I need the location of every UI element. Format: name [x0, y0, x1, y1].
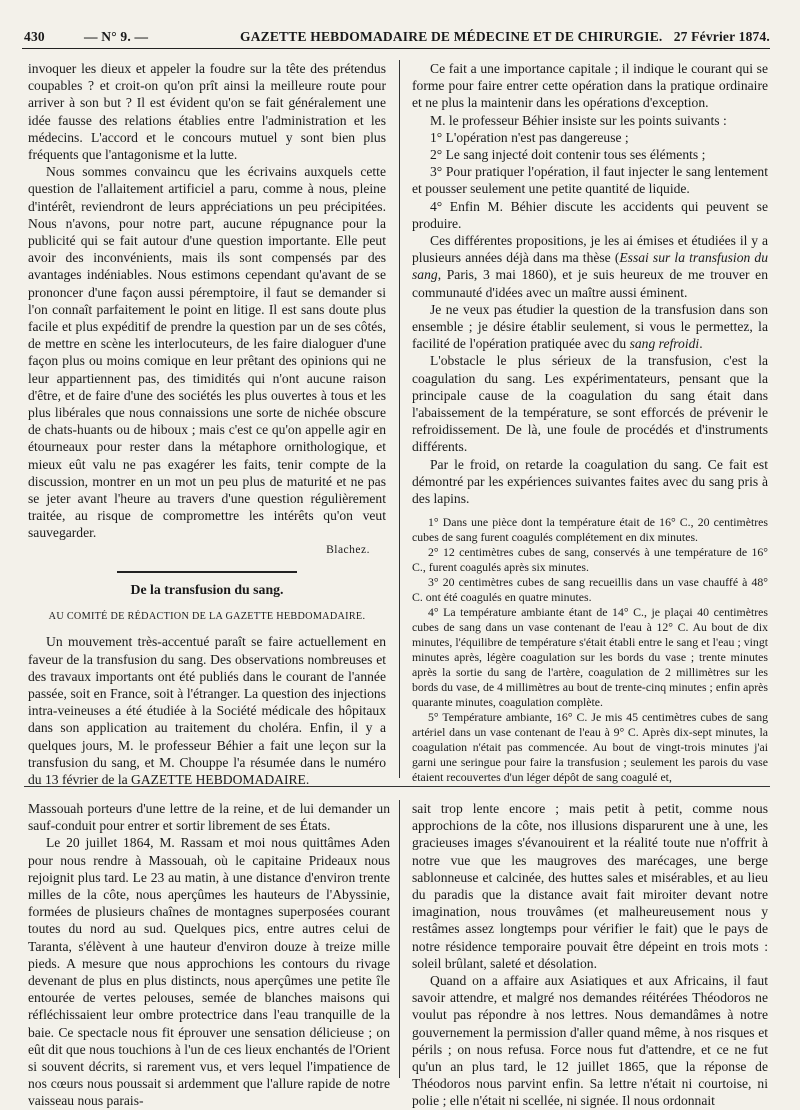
column-divider	[399, 60, 400, 778]
experiment-item: 2° 12 centimètres cubes de sang, conservés à une température de 16° C., furent coagulés après six minutes.	[412, 545, 768, 575]
paragraph: L'obstacle le plus sérieux de la transfusion, c'est la coagulation du sang. Les expérimentateurs, pensant que la principale cause de la coagulation du sang était dans l'abaissement de la température, se sont efforcés de prévenir le refroidissement. De là, une foule de procédés et d'instruments différents.	[412, 353, 768, 455]
column-left-bottom	[28, 800, 390, 1110]
issue-date: 27 Février 1874.	[673, 29, 770, 44]
list-item: 1° L'opération n'est pas dangereuse ;	[430, 129, 629, 145]
section-title: De la transfusion du sang.	[130, 581, 284, 597]
paragraph: sait trop lente encore ; mais petit à petit, comme nous approchions de la côte, nos illusions disparurent une à une, les gracieuses images s'évanouirent et la réalité toute nue n'offrit à notre vue que les maugroves des marécages, une berge sablonneuse et calcinée, des huttes sales et misérables, et au lieu du paradis que la distance avait fait miroiter devant notre imagination, nous trouvâmes (et malheureusement nous y restâmes assez longtemps pour vérifier le fait) que le pays de notre résidence temporaire pouvait être dépeint en trois mots : soleil brûlant, saleté et désolation.	[412, 801, 768, 971]
list-item: 3° Pour pratiquer l'opération, il faut injecter le sang lentement et pousser seulement une petite quantité de liquide.	[412, 164, 768, 197]
paragraph: Ces différentes propositions, je les ai émises et étudiées il y a plusieurs années déjà dans ma thèse (Essai sur la transfusion du sang, Paris, 3 mai 1860), et je suis heureux de me trouver en communauté d'idées avec un maître aussi éminent.	[412, 233, 768, 300]
paragraph: Massouah porteurs d'une lettre de la reine, et de lui demander un sauf-conduit pour entrer et sortir librement de ses États.	[28, 801, 390, 834]
column-divider	[399, 800, 400, 1078]
column-left-top	[28, 60, 386, 788]
section-subtitle: AU COMITÉ DE RÉDACTION DE LA GAZETTE HEBDOMADAIRE.	[48, 611, 366, 623]
paragraph: Par le froid, on retarde la coagulation du sang. Ce fait est démontré par les expériences suivantes faites avec du sang pris à des lapins.	[412, 456, 768, 507]
paragraph: Nous sommes convaincu que les écrivains auxquels cette question de l'allaitement artificiel a paru, comme à nous, pleine d'intérêt, reviendront de leurs appréciations un peu précipitées. Nous n'avons, pour notre part, aucune répugnance pour la publicité qui se fait autour d'une question importante. Elle peut avoir des inconvénients, mais ils sont compensés par des avantages indéniables. Nous estimons cependant qu'avant de se prononcer d'une façon aussi péremptoire, il faut se demander si l'on connaît parfaitement le point en litige. Il est sans doute plus facile et plus expéditif de prendre la question par un de ses côtés, de mettre en scène les interlocuteurs, de les faire dialoguer d'une façon plus ou moins comique en leur prêtant des opinions qui ne leur appartiennent pas, des timidités qui n'ont aucune raison d'être, et de faire d'une des sociétés les plus ouvertes à tous et les plus libérales que nous connaissions une sorte de nichée obscure de chats-huants ou de hiboux ; mais c'est ce qu'on appelle agir en étourneaux pour rester dans la métaphore ornithologique, et mieux eût valu ne pas exagérer les faits, tenir compte de la discussion, montrer en un mot un peu plus de maturité et ne pas se jeter avant l'heure au travers d'une question régulièrement traitée, au risque de compromettre les intérêts qu'on veut sauvegarder.	[28, 164, 386, 541]
column-right-top	[412, 60, 768, 785]
paragraph: Le 20 juillet 1864, M. Rassam et moi nous quittâmes Aden pour nous rendre à Massouah, où le capitaine Prideaux nous rejoignit plus tard. Le 23 au matin, à une distance d'environ trente milles de la côte, nous aperçûmes les hauteurs de l'Abyssinie, formées de plusieurs chaînes de montagnes superposées courant toutes du nord au sud. Quelques pics, entre autres celui de Taranta, s'élèvent à une hauteur d'environ douze à treize mille pieds. A mesure que nous approchions les contours du rivage devenant de plus en plus distincts, nous aperçûmes une petite île entourée de vertes pelouses, semée de blanches maisons qui réfléchissaient leur ombre protectrice dans l'eau tranquille de la baie. Ce spectacle nous fit éprouver une sensation délicieuse ; on eût dit que nous touchions à l'un de ces lieux enchantés de l'Orient si souvent décrits, si rarement vus, et vers lequel l'impatience de nos cœurs nous poussait si ardemment que l'allure rapide de notre vaisseau nous parais-	[28, 835, 390, 1109]
section-divider	[117, 571, 297, 573]
page-number: 430	[24, 29, 45, 44]
column-right-bottom	[412, 800, 768, 1110]
list-item: 2° Le sang injecté doit contenir tous ses éléments ;	[430, 147, 706, 163]
paragraph: Un mouvement très-accentué paraît se faire actuellement en faveur de la transfusion du sang. Des observations nombreuses et des travaux importants ont été publiés dans le courant de l'année passée, soit en France, soit à l'étranger. La question des injections intra-veineuses a été étudiée à la Société médicale des hôpitaux dans son application au traitement du choléra. Enfin, il y a quelques jours, M. le professeur Béhier a fait une leçon sur la transfusion du sang, et M. Chouppe l'a résumée dans le numéro du 13 février de la GAZETTE HEBDOMADAIRE.	[28, 634, 386, 787]
points-list	[412, 129, 768, 232]
experiment-item: 3° 20 centimètres cubes de sang recueillis dans un vase chauffé à 48° C. ont été coagulés en quatre minutes.	[412, 575, 768, 605]
emphasis: sang refroidi	[629, 336, 700, 352]
experiments-list	[412, 515, 768, 785]
experiment-item: 5° Température ambiante, 16° C. Je mis 45 centimètres cubes de sang artériel dans un vase contenant de l'eau à 9° C. Après dix-sept minutes, la coagulation n'était pas commencée. Au bout de vingt-trois minutes j'ai garni une seringue pour faire la transfusion ; seulement les parois du vase étaient recouvertes d'un léger dépôt de sang coagulé et,	[412, 710, 768, 785]
experiment-item: 1° Dans une pièce dont la température était de 16° C., 20 centimètres cubes de sang furent coagulés complétement en dix minutes.	[412, 515, 768, 545]
paragraph: M. le professeur Béhier insiste sur les points suivants :	[430, 112, 727, 128]
list-item: 4° Enfin M. Béhier discute les accidents qui peuvent se produire.	[412, 198, 768, 231]
paragraph: invoquer les dieux et appeler la foudre sur la tête des prétendus coupables ? et croit-on qu'on prît ainsi la meilleure route pour arriver à son but ? Il est évident qu'on se fait généralement une idée fausse des relations établies entre l'administration et les médecins. L'accord et le concours mutuel y sont bien plus fréquents que l'antagonisme et la lutte.	[28, 61, 386, 163]
paragraph: Ce fait a une importance capitale ; il indique le courant qui se forme pour faire entrer cette opération dans la pratique ordinaire et ne plus la maintenir dans les opérations d'exception.	[412, 61, 768, 111]
paragraph: Quand on a affaire aux Asiatiques et aux Africains, il faut savoir attendre, et malgré nos demandes réitérées Théodoros ne voulut pas répondre à nos lettres. Nous demandâmes à notre gouvernement la permission d'aller quand même, à nos risques et périls ; on nous refusa. Force nous fut d'attendre, et ce ne fut qu'un an plus tard, le 12 juillet 1865, que la réponse de Théodoros nous parvint enfin. Sa lettre n'était ni courtoise, ni polie ; elle n'était ni scellée, ni signée. Il nous ordonnait	[412, 973, 768, 1109]
feuilleton-divider	[24, 786, 770, 787]
thesis-title: Essai sur la transfusion du sang	[412, 250, 768, 283]
signature: Blachez.	[326, 543, 370, 556]
page-header	[22, 26, 770, 49]
journal-title: GAZETTE HEBDOMADAIRE DE MÉDECINE ET DE CHIRURGIE.	[240, 29, 663, 44]
issue-number: — N° 9. —	[84, 29, 149, 44]
paragraph: Je ne veux pas étudier la question de la transfusion dans son ensemble ; je désire établir seulement, si vous le permettez, la facilité de l'opération pratiquée avec du sang refroidi.	[412, 301, 768, 352]
experiment-item: 4° La température ambiante étant de 14° C., je plaçai 40 centimètres cubes de sang dans un vase contenant de l'eau à 12° C. Au bout de dix minutes, l'équilibre de température s'était établi entre le sang et l'eau ; vingt minutes après, légère coagulation sur les bords du vase ; trente minutes après la sortie du sang de l'artère, coagulation de 2 millimètres sur les bords du vase, de 4 millimètres au bout de trente-cinq minutes ; enfin après quarante minutes, coagulation complète.	[412, 605, 768, 710]
